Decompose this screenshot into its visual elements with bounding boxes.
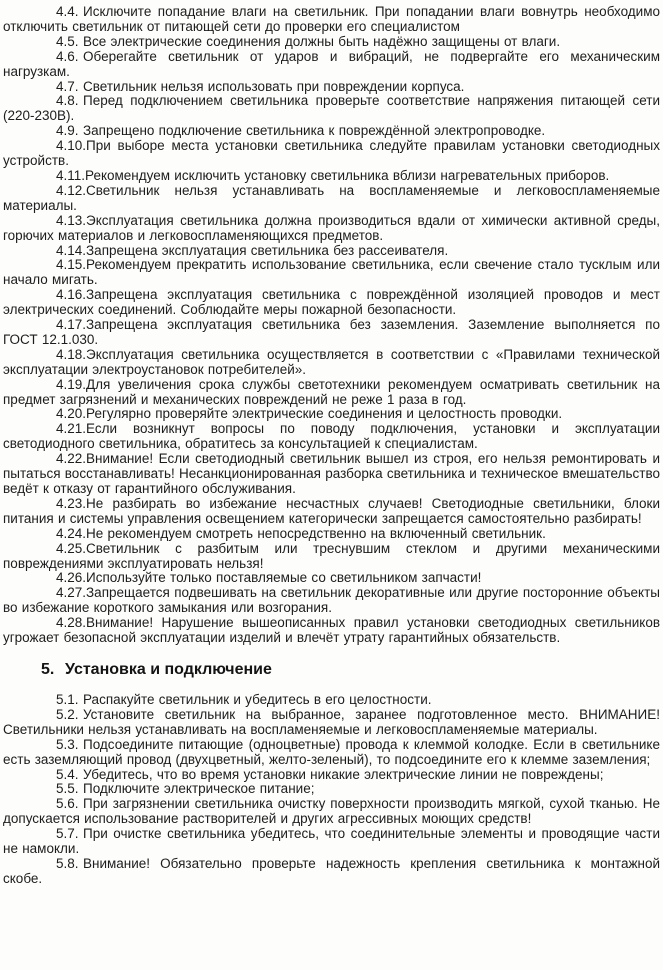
list-item: [3, 378, 660, 408]
heading-number: 5.: [41, 660, 55, 678]
item-text: Установите светильник на выбранное, заранее подготовленное место. ВНИМАНИЕ! Светильники нельзя устанавливать на воспламеняемые и легковоспламеняемые материалы.: [3, 706, 660, 737]
item-text: При загрязнении светильника очистку поверхности производить мягкой, сухой тканью. Не допускается использование растворителей и других агрессивных моющих средств!: [3, 796, 660, 827]
section-4-safety-rules-list: [3, 5, 660, 646]
list-item: [3, 80, 660, 95]
item-number: 5.8.: [56, 855, 79, 871]
item-text: Перед подключением светильника проверьте соответствие напряжения питающей сети (220-230В).: [3, 93, 660, 124]
item-text: Не рекомендуем смотреть непосредственно на включенный светильник.: [86, 525, 546, 541]
list-item: [3, 452, 660, 497]
item-text: Эксплуатация светильника осуществляется в соответствии с «Правилами технической эксплуатации электроустановок потребителей».: [3, 346, 660, 377]
item-number: 4.8.: [56, 93, 79, 109]
list-item: [3, 693, 660, 708]
list-item: [3, 738, 660, 768]
list-item: [3, 571, 660, 586]
item-text: Внимание! Нарушение вышеописанных правил установки светодиодных светильников угрожает безопасной эксплуатации изделий и влечёт утрату гарантийных обязательств.: [3, 615, 660, 646]
item-number: 4.16.: [56, 287, 87, 303]
item-number: 4.21.: [56, 421, 87, 437]
list-item: [3, 169, 660, 184]
list-item: [3, 184, 660, 214]
item-number: 5.7.: [56, 826, 79, 842]
section-5-heading: [41, 661, 660, 679]
item-text: Светильник нельзя использовать при повреждении корпуса.: [83, 78, 465, 94]
list-item: [3, 258, 660, 288]
list-item: [3, 139, 660, 169]
item-text: Запрещена эксплуатация светильника без рассеивателя.: [86, 242, 449, 258]
item-number: 4.26.: [56, 570, 87, 586]
list-item: [3, 288, 660, 318]
item-text: Светильник с разбитым или треснувшим стеклом и другими механическими повреждениями эксплуатировать нельзя!: [3, 540, 660, 571]
item-text: Подсоедините питающие (одноцветные) провода к клеммой колодке. Если в светильнике есть заземляющий провод (двухцветный, желто-зеленый), то подсоедините его к клемме заземления;: [3, 736, 660, 767]
item-number: 5.5.: [56, 781, 79, 797]
item-number: 4.7.: [56, 78, 79, 94]
item-number: 4.13.: [56, 212, 87, 228]
item-number: 4.18.: [56, 346, 87, 362]
list-item: [3, 124, 660, 139]
list-item: [3, 407, 660, 422]
item-number: 4.22.: [56, 451, 87, 467]
item-number: 4.20.: [56, 406, 87, 422]
list-item: [3, 35, 660, 50]
item-number: 4.12.: [56, 182, 87, 198]
item-number: 4.11.: [56, 167, 86, 183]
item-text: Рекомендуем исключить установку светильника вблизи нагревательных приборов.: [85, 167, 610, 183]
list-item: [3, 422, 660, 452]
item-number: 5.2.: [56, 706, 79, 722]
item-number: 4.15.: [56, 257, 87, 273]
item-text: При очистке светильника убедитесь, что соединительные элементы и проводящие части не намокли.: [3, 826, 660, 857]
item-text: Внимание! Обязательно проверьте надежность крепления светильника к монтажной скобе.: [3, 855, 660, 886]
list-item: [3, 214, 660, 244]
item-number: 4.14.: [56, 242, 87, 258]
item-number: 4.10.: [56, 138, 87, 154]
item-number: 4.28.: [56, 615, 87, 631]
list-item: [3, 782, 660, 797]
item-number: 4.27.: [56, 585, 87, 601]
list-item: [3, 50, 660, 80]
item-text: Распакуйте светильник и убедитесь в его целостности.: [83, 691, 432, 707]
item-number: 4.19.: [56, 376, 87, 392]
item-number: 4.9.: [56, 123, 79, 139]
item-number: 4.24.: [56, 525, 87, 541]
list-item: [3, 708, 660, 738]
item-text: Оберегайте светильник от ударов и вибраций, не подвергайте его механическим нагрузкам.: [3, 48, 660, 79]
item-text: Все электрические соединения должны быть надёжно защищены от влаги.: [83, 33, 561, 49]
item-text: Для увеличения срока службы светотехники рекомендуем осматривать светильник на предмет загрязнений и механических повреждений не реже 1 раза в год.: [3, 376, 660, 407]
section-5-installation-list: [3, 693, 660, 887]
item-text: Внимание! Если светодиодный светильник вышел из строя, его нельзя ремонтировать и пытаться восстанавливать! Несанкционированная разборка светильника и техническое вмешательство ведёт к отказу от гарантийного обслуживания.: [3, 451, 660, 496]
heading-title: Установка и подключение: [65, 660, 272, 678]
list-item: [3, 527, 660, 542]
list-item: [3, 768, 660, 783]
list-item: [3, 5, 660, 35]
list-item: [3, 318, 660, 348]
item-text: Рекомендуем прекратить использование светильника, если свечение стало тусклым или начало мигать.: [3, 257, 660, 288]
list-item: [3, 497, 660, 527]
item-text: Исключите попадание влаги на светильник. При попадании влаги вовнутрь необходимо отключить светильник от питающей сети до проверки его специалистом: [3, 4, 660, 34]
item-text: Если возникнут вопросы по поводу подключения, установки и эксплуатации светодиодного светильника, обратитесь за консультацией к специалистам.: [3, 421, 660, 452]
list-item: [3, 348, 660, 378]
item-text: Светильник нельзя устанавливать на воспламеняемые и легковоспламеняемые материалы.: [3, 182, 660, 213]
item-number: 5.3.: [56, 736, 79, 752]
item-text: Запрещена эксплуатация светильника без заземления. Заземление выполняется по ГОСТ 12.1.030.: [3, 317, 660, 347]
item-text: Эксплуатация светильника должна производиться вдали от химически активной среды, горючих материалов и легковоспламеняющихся предметов.: [3, 212, 660, 243]
item-text: Запрещено подключение светильника к повреждённой электропроводке.: [83, 123, 546, 139]
item-number: 4.17.: [56, 317, 87, 333]
list-item: [3, 857, 660, 887]
item-text: Убедитесь, что во время установки никакие электрические линии не повреждены;: [83, 766, 604, 782]
list-item: [3, 797, 660, 827]
item-number: 4.25.: [56, 540, 87, 556]
item-number: 4.23.: [56, 495, 87, 511]
list-item: [3, 827, 660, 857]
item-text: При выборе места установки светильника следуйте правилам установки светодиодных устройств.: [3, 138, 660, 169]
list-item: [3, 244, 660, 259]
item-text: Запрещается подвешивать на светильник декоративные или другие посторонние объекты во избежание короткого замыкания или возгорания.: [3, 585, 660, 616]
item-text: Регулярно проверяйте электрические соединения и целостность проводки.: [86, 406, 563, 422]
item-number: 4.4.: [56, 4, 79, 19]
item-number: 4.6.: [56, 48, 79, 64]
item-number: 4.5.: [56, 33, 79, 49]
list-item: [3, 542, 660, 572]
item-text: Используйте только поставляемые со светильником запчасти!: [86, 570, 482, 586]
item-text: Не разбирать во избежание несчастных случаев! Светодиодные светильники, блоки питания и системы управления освещением категорически запрещается самостоятельно разбирать!: [3, 495, 660, 526]
list-item: [3, 94, 660, 124]
item-text: Запрещена эксплуатация светильника с повреждённой изоляцией проводов и мест электрических соединений. Соблюдайте меры пожарной безопасности.: [3, 287, 660, 318]
item-number: 5.4.: [56, 766, 79, 782]
list-item: [3, 616, 660, 646]
item-number: 5.1.: [56, 691, 79, 707]
item-text: Подключите электрическое питание;: [83, 781, 315, 797]
item-number: 5.6.: [56, 796, 79, 812]
list-item: [3, 586, 660, 616]
